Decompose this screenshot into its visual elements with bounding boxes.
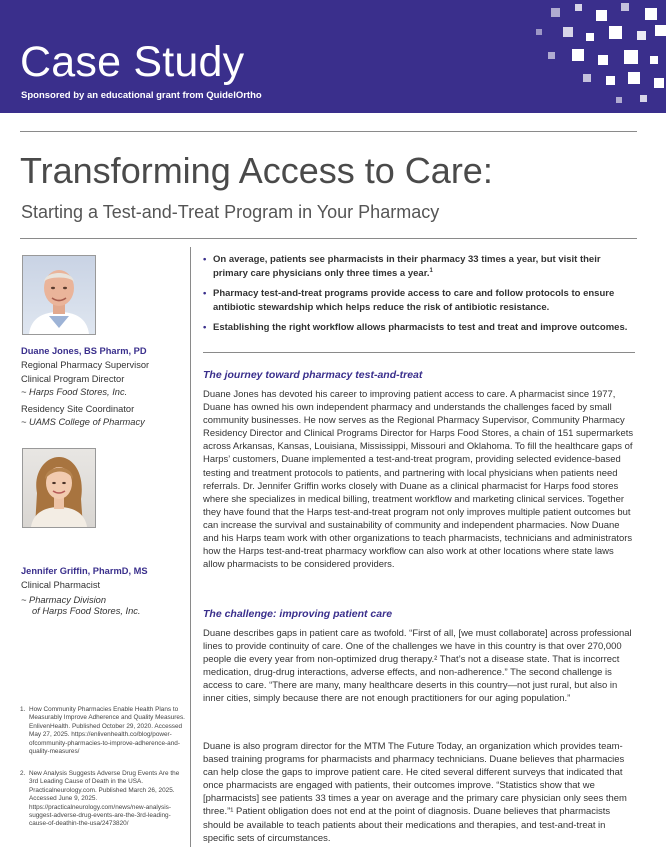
photo-of-jennifer-griffin — [22, 448, 96, 528]
portrait-illustration — [23, 449, 95, 527]
key-point: • Pharmacy test-and-treat programs provide access to care and follow protocols to ensure antibiotic stewardship which helps reduce the risk of antibiotic resistance. — [203, 287, 628, 314]
key-point: • On average, patients see pharmacists in their pharmacy 33 times a year, but visit their primary care physicians only three times a year.$^1$ — [203, 253, 628, 280]
article-subtitle: Starting a Test-and-Treat Program in Your Pharmacy — [21, 202, 440, 222]
footnote: 2. New Analysis Suggests Adverse Drug Events Are the 3rd Leading Cause of Death in the USA. Practicalneurology.com. Published March 26, 2025. Accessed June 9, 2025. https://practicalneurology.com/news/new-analysis-suggest-adverse-drug-events-are-the-3rd-leading-cause-of-deathin-the-usa/2473820/ — [20, 770, 180, 828]
divider — [20, 131, 637, 132]
photo-of-duane-jones — [22, 255, 96, 335]
person-role: Regional Pharmacy Supervisor — [21, 360, 150, 370]
body-paragraph: Duane describes gaps in patient care as twofold. “First of all, [we must collaborate] across professional lines to provide continuity of care. One of the challenges we have in this country is that over 270,000 people die every year from non-optimized drug therapy.² That’s not a disease state. That is incorrect medication, drug-drug interactions, adverse effects, and non-adherence.” The second challenge is access to care. “There are many, many healthcare deserts in this country—not just rural, but also in inner cities, simply because there are not enough practitioners for our aging population.” — [203, 628, 632, 705]
person-role: Residency Site Coordinator — [21, 404, 135, 414]
section-heading: The journey toward pharmacy test-and-treat — [203, 369, 423, 381]
person-affiliation: ~ Harps Food Stores, Inc. — [21, 387, 128, 397]
person-name: Duane Jones, BS Pharm, PD — [21, 346, 147, 356]
key-point: • Establishing the right workflow allows pharmacists to test and treat and improve outcomes. — [203, 321, 628, 335]
header-banner — [0, 0, 666, 113]
footnote: 1. How Community Pharmacies Enable Health Plans to Measurably Improve Adherence and Quality Measures. EnlivenHealth. Published October 29, 2020. Accessed May 27, 2025. https://enlivenhealth.co/blog/power-ofcommunity-pharmacies-to-improve-adherence-and-quality-measures/ — [20, 706, 185, 756]
person-name: Jennifer Griffin, PharmD, MS — [21, 566, 148, 576]
person-affiliation: of Harps Food Stores, Inc. — [32, 606, 141, 616]
banner-title: Case Study — [20, 38, 245, 86]
body-paragraph: Duane is also program director for the MTM The Future Today, an organization which provides team-based training programs for pharmacists and pharmacy technicians. Duane believes that pharmacies can help close the gaps to improve patient care. He cited several different surveys that indicated that once pharmacists are engaged with patients, their outcomes improve. “Statistics show that we [pharmacists] see patients 33 times a year on average and the primary care physician only sees them three.”¹ Patient obligation does not end at the point of diagnosis. Duane believes that pharmacists should be available to teach patients about their medications and therapies, and test-and-treat in specific sets of circumstances. — [203, 741, 627, 844]
divider — [203, 352, 635, 353]
portrait-illustration — [23, 256, 95, 334]
section-heading: The challenge: improving patient care — [203, 608, 393, 620]
divider — [20, 238, 637, 239]
body-paragraph: Duane Jones has devoted his career to improving patient access to care. A pharmacist since 1977, Duane has owned his own independent pharmacy and understands the challenges faced by small community businesses. He now serves as the Regional Pharmacy Supervisor, Community Pharmacy Residency Director and Clinical Programs Director for Harps Food Stores, a chain of 151 supermarkets across Arkansas, Kansas, Louisiana, Mississippi, Missouri and Oklahoma. To fill the healthcare gaps of Harps’ customers, Duane implemented a test-and-treat program, providing selected evidence-based testing and treatment protocols to patients, and partnering with local physicians when patients need referrals. Dr. Jennifer Griffin works closely with Duane as a clinical pharmacist for Harps food stores where she specializes in medical billing, treatment workflow and marketing clinical services. Together they have found that the Harps test-and-treat program not only improves multiple patient outcomes but can increase the survival and sustainability of community and independent pharmacies. Now Duane and his Harps team work with other organizations to teach pharmacists, technicians and administrators how the Harps test-and-treat pharmacy workflow can also work at other locations where state laws allow pharmacists to be considered providers. — [203, 389, 634, 571]
sponsor-line: Sponsored by an educational grant from QuidelOrtho — [21, 90, 262, 101]
key-points-list — [203, 253, 628, 342]
person-affiliation: ~ UAMS College of Pharmacy — [21, 417, 145, 427]
person-role: Clinical Program Director — [21, 374, 125, 384]
person-role: Clinical Pharmacist — [21, 580, 101, 590]
article-title: Transforming Access to Care: — [20, 150, 493, 191]
column-divider — [190, 247, 191, 847]
person-affiliation: ~ Pharmacy Division — [21, 595, 106, 605]
